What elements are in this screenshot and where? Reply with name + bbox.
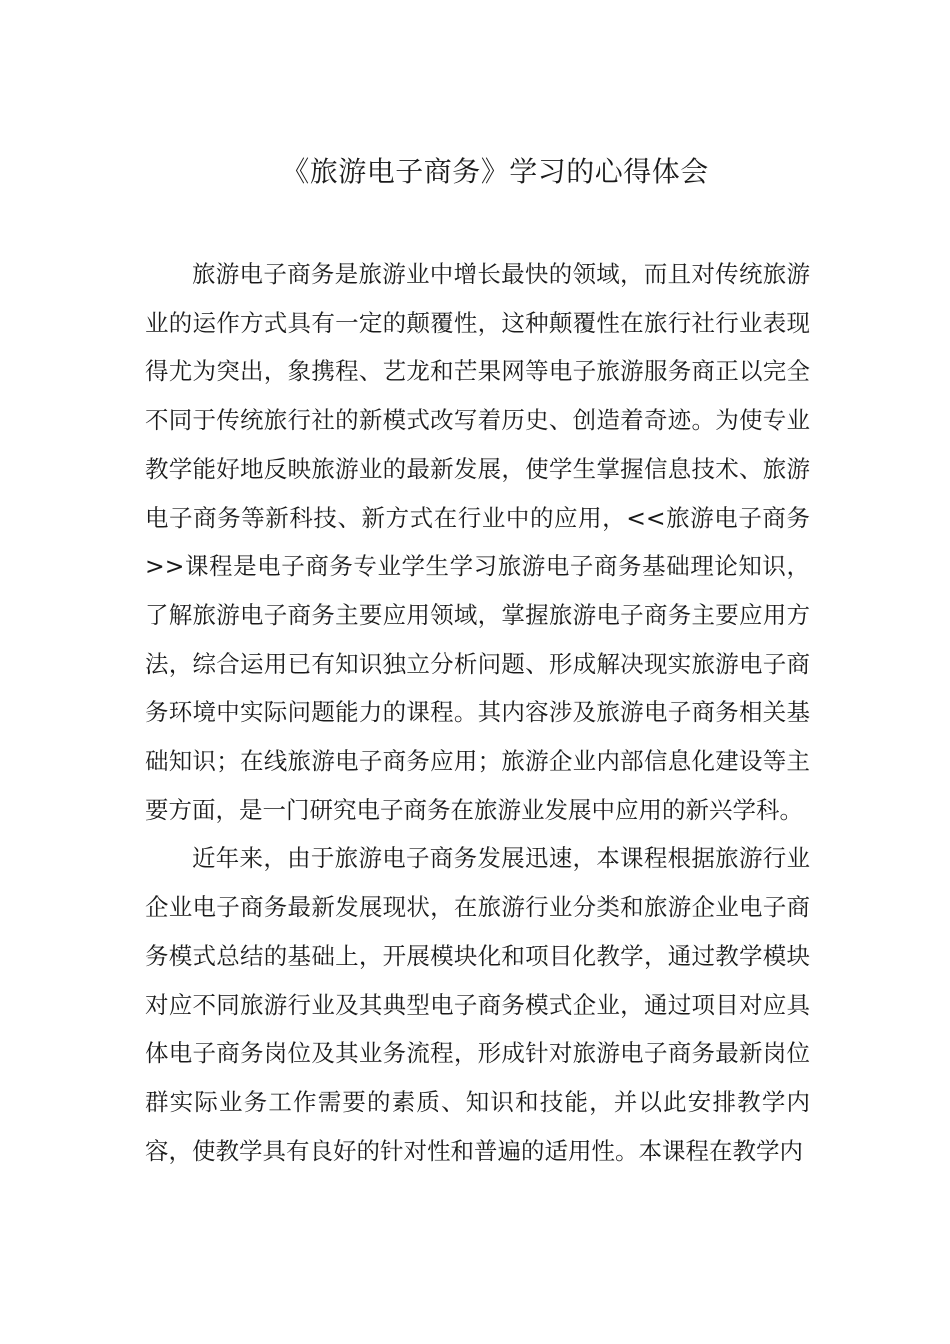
- document-title: 《旅游电子商务》学习的心得体会: [281, 155, 709, 188]
- paragraph-1: 旅游电子商务是旅游业中增长最快的领域，而且对传统旅游业的运作方式具有一定的颠覆性，这种颠覆性在旅行社行业表现得尤为突出，象携程、艺龙和芒果网等电子旅游服务商正以完全不同于传统旅行社的新模式改写着历史、创造着奇迹。为使专业教学能好地反映旅游业的最新发展，使学生掌握信息技术、旅游电子商务等新科技、新方式在行业中的应用，<<旅游电子商务>>课程是电子商务专业学生学习旅游电子商务基础理论知识，了解旅游电子商务主要应用领域，掌握旅游电子商务主要应用方法，综合运用已有知识独立分析问题、形成解决现实旅游电子商务环境中实际问题能力的课程。其内容涉及旅游电子商务相关基础知识；在线旅游电子商务应用；旅游企业内部信息化建设等主要方面，是一门研究电子商务在旅游业发展中应用的新兴学科。: [145, 260, 810, 824]
- document-body: [145, 250, 810, 1175]
- paragraph-2: 近年来，由于旅游电子商务发展迅速，本课程根据旅游行业企业电子商务最新发展现状，在旅游行业分类和旅游企业电子商务模式总结的基础上，开展模块化和项目化教学，通过教学模块对应不同旅游行业及其典型电子商务模式企业，通过项目对应具体电子商务岗位及其业务流程，形成针对旅游电子商务最新岗位群实际业务工作需要的素质、知识和技能，并以此安排教学内容，使教学具有良好的针对性和普遍的适用性。本课程在教学内: [145, 844, 810, 1165]
